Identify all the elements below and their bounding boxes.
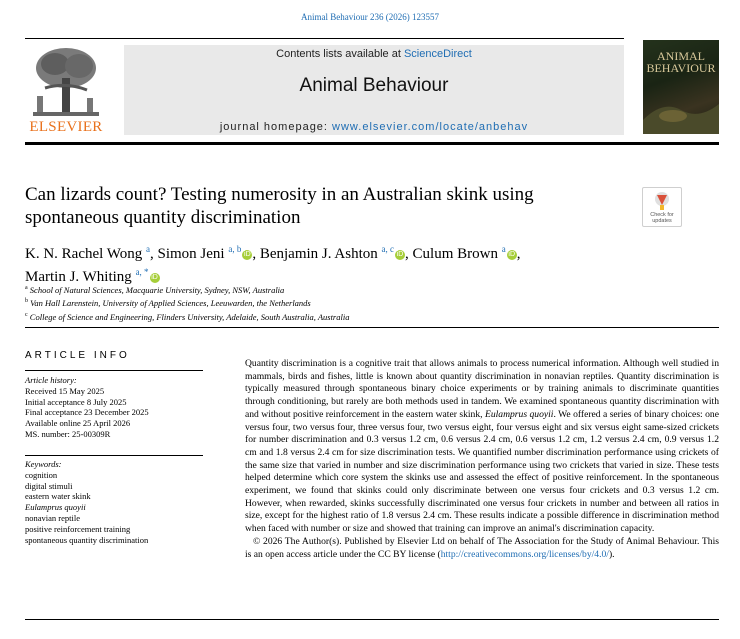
- keyword-item: cognition: [25, 469, 58, 480]
- affiliation-text: College of Science and Engineering, Flinders University, Adelaide, South Australia, Australia: [29, 311, 350, 322]
- cover-title: ANIMAL BEHAVIOUR: [646, 49, 716, 75]
- keyword-item: positive reinforcement training: [25, 523, 131, 534]
- check-for-updates-icon: [654, 191, 670, 211]
- check-for-updates-label: Check for updates: [650, 212, 674, 224]
- journal-citation[interactable]: Animal Behaviour 236 (2026) 123557: [301, 12, 439, 22]
- author-name[interactable]: Simon Jeni: [157, 246, 225, 262]
- license-link[interactable]: http://creativecommons.org/licenses/by/4.0/: [440, 548, 609, 560]
- keyword-item: digital stimuli: [25, 480, 73, 491]
- article-info-rule: [25, 370, 203, 371]
- author-name[interactable]: Martin J. Whiting: [25, 269, 132, 285]
- contents-prefix: Contents lists available at: [276, 48, 404, 60]
- bottom-rule: [25, 619, 719, 620]
- elsevier-logo[interactable]: [25, 44, 107, 136]
- history-item: MS. number: 25-00309R: [25, 428, 111, 439]
- top-rule: [25, 38, 624, 39]
- history-item: Final acceptance 23 December 2025: [25, 407, 149, 418]
- author-affiliation-marker[interactable]: a: [146, 244, 150, 254]
- affiliation-text: School of Natural Sciences, Macquarie University, Sydney, NSW, Australia: [29, 284, 285, 295]
- keyword-item: Eulamprus quoyii: [25, 502, 86, 513]
- sciencedirect-link[interactable]: ScienceDirect: [403, 48, 472, 60]
- abstract-part-1: Quantity discrimination is a cognitive trait that allows animals to process numerical information. Although well studied in mammals, birds and fishes, little is known about quantity discrimination in nonavian reptiles. Quantity discrimination is typically measured through spontaneous binary choice experiments or by training animals to discriminate quantities through conditioning, but rarely are both methods used in tandem. We examined spontaneous quantity discrimination with and without positive reinforcement in the eastern water skink,: [245, 358, 719, 420]
- author-separator: ,: [150, 246, 158, 262]
- keywords-rule: [25, 455, 203, 456]
- article-info-heading: ARTICLE INFO: [25, 350, 130, 361]
- author-affiliation-marker[interactable]: a, *: [135, 267, 149, 277]
- abstract: [245, 358, 719, 561]
- author-affiliation-marker[interactable]: a, b: [228, 244, 242, 254]
- history-label: Article history:: [25, 375, 77, 385]
- journal-name: Animal Behaviour: [299, 75, 449, 96]
- copyright-notice: [245, 536, 719, 561]
- journal-cover-image[interactable]: [643, 40, 719, 134]
- journal-banner: [124, 45, 624, 135]
- author-affiliation-marker[interactable]: a, c: [381, 244, 395, 254]
- author-separator: ,: [516, 246, 521, 262]
- author-name[interactable]: K. N. Rachel Wong: [25, 246, 143, 262]
- article-history: [25, 375, 215, 440]
- homepage-link[interactable]: www.elsevier.com/locate/anbehav: [332, 121, 529, 133]
- orcid-icon[interactable]: iD: [508, 251, 516, 258]
- check-for-updates-badge[interactable]: [642, 187, 682, 227]
- keyword-item: eastern water skink: [25, 491, 91, 502]
- keywords-list: [25, 459, 215, 545]
- keywords-label: Keywords:: [25, 459, 62, 469]
- copyright-end: ).: [608, 548, 615, 560]
- orcid-icon[interactable]: iD: [396, 251, 404, 258]
- affiliation-key: b: [25, 298, 28, 305]
- elsevier-wordmark: ELSEVIER: [29, 119, 103, 135]
- affiliation-item: [25, 296, 625, 309]
- contents-availability: [124, 48, 624, 60]
- abstract-species: Eulamprus quoyii: [484, 408, 554, 420]
- history-item: Initial acceptance 8 July 2025: [25, 396, 127, 407]
- affiliation-item: [25, 283, 625, 296]
- orcid-icon[interactable]: iD: [244, 251, 251, 258]
- author-separator: ,: [252, 246, 260, 262]
- history-item: Available online 25 April 2026: [25, 418, 131, 429]
- article-title: Can lizards count? Testing numerosity in an Australian skink using spontaneous quantity discrimination: [25, 184, 534, 228]
- orcid-icon[interactable]: iD: [151, 274, 158, 281]
- author-name[interactable]: Benjamin J. Ashton: [259, 246, 378, 262]
- affiliation-text: Van Hall Larenstein, University of Applied Sciences, Leeuwarden, the Netherlands: [30, 298, 311, 309]
- author-list: [25, 240, 625, 286]
- cover-artwork-icon: [643, 80, 719, 134]
- section-rule: [25, 327, 719, 328]
- affiliation-item: [25, 310, 625, 323]
- elsevier-tree-icon: [25, 44, 107, 122]
- author-affiliation-marker[interactable]: a: [501, 244, 506, 254]
- affiliation-key: a: [25, 285, 28, 291]
- author-name[interactable]: Culum Brown: [412, 246, 498, 262]
- copyright-text: © 2026 The Author(s). Published by Elsevier Ltd on behalf of The Association for the Study of Animal Behaviour. This is an open access article under the CC BY license (: [245, 535, 719, 560]
- abstract-text: [245, 358, 719, 536]
- keyword-item: spontaneous quantity discrimination: [25, 534, 149, 545]
- author-separator: ,: [405, 246, 413, 262]
- affiliations: [25, 283, 625, 323]
- history-item: Received 15 May 2025: [25, 385, 105, 396]
- abstract-part-2: . We offered a series of binary choices: one versus four, two versus four, three versus four, two versus eight, four versus eight and six versus eight same-sized crickets for number discrimination and 0.3 versus 1.2 cm, 0.6 versus 2.4 cm, 0.6 versus 1.2 cm, 1.2 versus 2.4 cm, 0.9 versus 1.2 cm and 1.8 versus 2.4 cm for size discrimination tests. We quantified number discrimination performance using crickets of the same size that varied in number and size discrimination performance using two crickets that varied in size. These tests helped determine which core system the skinks use and assessed the effect of positive reinforcement. In the spontaneous experiment, we found that skinks could only discriminate between one versus four crickets and 0.3 versus 1.2 cm. However, when rewarded, skinks successfully discriminated one versus four crickets in number and between all ratios in size, except for the highest ratio of 1.8 versus 2.4 cm. These results indicate a possible difference in discrimination method when faced with number or size and showed that training can improve an animal's discrimination capacity.: [245, 408, 719, 535]
- header-thick-rule: [25, 142, 719, 145]
- homepage-prefix: journal homepage:: [219, 121, 333, 133]
- keyword-item: nonavian reptile: [25, 512, 80, 523]
- journal-homepage: [124, 121, 624, 133]
- affiliation-key: c: [25, 311, 28, 318]
